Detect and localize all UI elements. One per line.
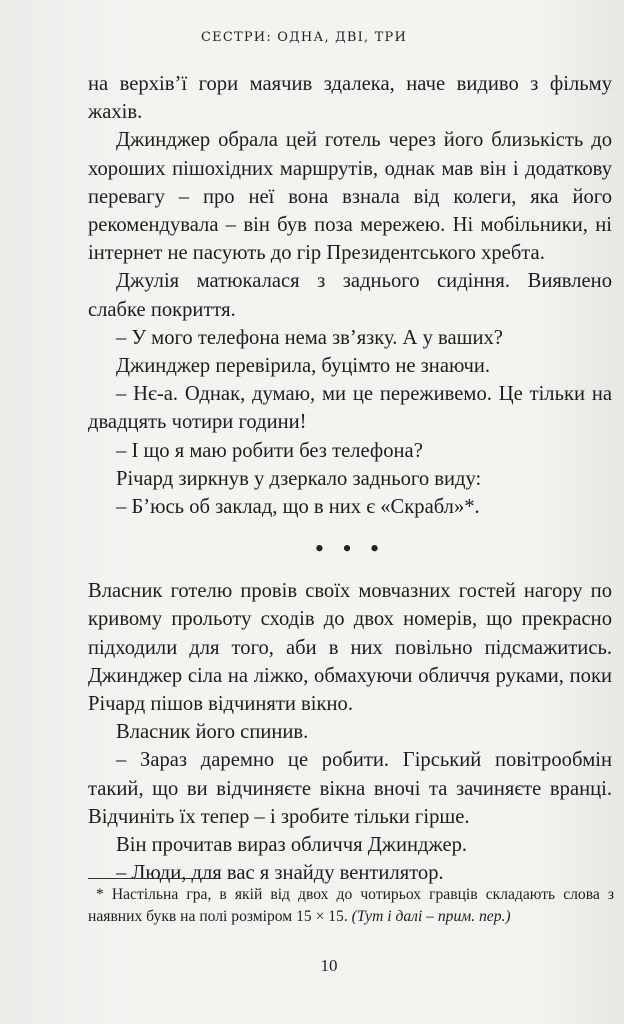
paragraph: Джинджер обрала цей готель через його близькість до хороших пішохідних маршрутів, однак мав він і додаткову перевагу – про неї вона взнала від колеги, яка його рекомендувала – він був поза мережею. Ні мобільники, ні інтернет не пасують до гір Президентського хребта.	[88, 129, 612, 265]
paragraph: Річард зиркнув у дзеркало заднього виду:	[116, 467, 482, 490]
paragraph: Він прочитав вираз обличчя Джинджер.	[116, 834, 468, 857]
dialogue-line: – Люди, для вас я знайду вентилятор.	[116, 862, 444, 885]
footnote-translator-note: (Тут і далі – прим. пер.)	[351, 908, 511, 925]
page-number-wrap	[0, 956, 624, 976]
page-number: 10	[320, 956, 338, 975]
paragraph: Джинджер перевірила, буцімто не знаючи.	[116, 355, 491, 378]
footnote-divider	[88, 878, 218, 879]
footnote-text: * Настільна гра, в якій від двох до чотирьох гравців складають слова з наявних букв на полі розміром 15 × 15.	[88, 886, 614, 925]
dialogue-line: – У мого телефона нема зв’язку. А у ваших?	[116, 326, 503, 349]
paragraph: на верхів’ї гори маячив здалека, наче видиво з фільму жахів.	[88, 73, 612, 124]
dialogue-line: – Зараз даремно це робити. Гірський повітрообмін такий, що ви відчиняєте вікна вночі та зачиняєте вранці. Відчиніть їх тепер – і зробите тільки гірше.	[88, 749, 612, 828]
dialogue-line: – І що я маю робити без телефона?	[116, 439, 423, 462]
footnote	[88, 884, 614, 928]
paragraph: Власник його спинив.	[116, 721, 309, 744]
dialogue-line: – Б’юсь об заклад, що в них є «Скрабл»*.	[116, 496, 480, 519]
section-break: • • •	[314, 534, 386, 564]
dialogue-line: – Нє-а. Однак, думаю, ми це переживемо. Це тільки на двадцять чотири години!	[88, 383, 612, 434]
main-text	[88, 70, 612, 887]
running-title: СЕСТРИ: ОДНА, ДВІ, ТРИ	[200, 30, 407, 45]
paragraph: Джулія матюкалася з заднього сидіння. Виявлено слабке покриття.	[88, 270, 612, 321]
paragraph: Власник готелю провів своїх мовчазних гостей нагору по кривому прольоту сходів до двох номерів, що прекрасно підходили для того, аби в них повільно підсмажитись. Джинджер сіла на ліжко, обмахуючи обличчя руками, поки Річард пішов відчиняти вікно.	[88, 580, 612, 716]
